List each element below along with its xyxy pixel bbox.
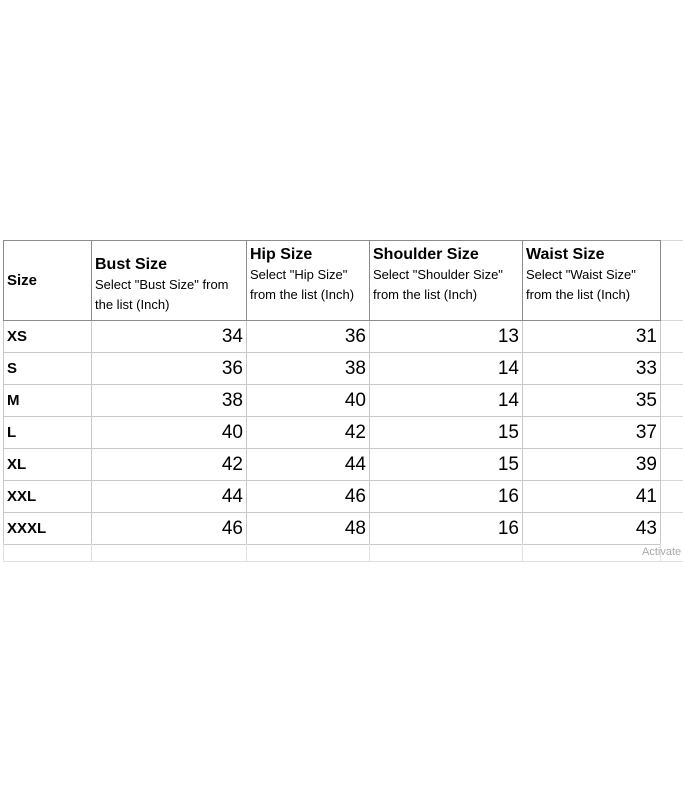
waist-cell[interactable]: 33 xyxy=(523,353,661,385)
empty-cell[interactable] xyxy=(661,241,683,321)
waist-cell[interactable]: 41 xyxy=(523,481,661,513)
adjacent-empty-column xyxy=(661,240,683,546)
table-row xyxy=(4,449,661,481)
bust-cell[interactable]: 44 xyxy=(92,481,247,513)
waist-cell[interactable]: 39 xyxy=(523,449,661,481)
bust-cell[interactable]: 40 xyxy=(92,417,247,449)
shoulder-cell[interactable]: 16 xyxy=(370,481,523,513)
header-waist-title: Waist Size xyxy=(526,246,605,263)
table-row xyxy=(4,417,661,449)
bust-cell[interactable]: 34 xyxy=(92,321,247,353)
empty-cell[interactable] xyxy=(661,353,683,385)
header-shoulder-title: Shoulder Size xyxy=(373,246,479,263)
table-row xyxy=(4,353,661,385)
table-row xyxy=(4,481,661,513)
size-cell[interactable]: L xyxy=(4,417,92,449)
hip-cell[interactable]: 48 xyxy=(247,513,370,545)
header-cell-bust[interactable] xyxy=(92,241,247,321)
header-cell-waist[interactable] xyxy=(523,241,661,321)
bust-cell[interactable]: 42 xyxy=(92,449,247,481)
spreadsheet-area xyxy=(0,240,683,570)
activate-watermark: Activate xyxy=(642,546,682,558)
header-shoulder-desc: Select "Shoulder Size" from the list (Inch) xyxy=(373,267,503,302)
hip-cell[interactable]: 46 xyxy=(247,481,370,513)
empty-cell[interactable] xyxy=(661,385,683,417)
waist-cell[interactable]: 37 xyxy=(523,417,661,449)
header-waist-desc: Select "Waist Size" from the list (Inch) xyxy=(526,267,636,302)
header-cell-size[interactable] xyxy=(4,241,92,321)
header-hip-desc: Select "Hip Size" from the list (Inch) xyxy=(250,267,355,302)
header-bust-desc: Select "Bust Size" from the list (Inch) xyxy=(95,277,229,312)
hip-cell[interactable]: 40 xyxy=(247,385,370,417)
shoulder-cell[interactable]: 16 xyxy=(370,513,523,545)
shoulder-cell[interactable]: 14 xyxy=(370,353,523,385)
empty-cell[interactable] xyxy=(661,417,683,449)
size-cell[interactable]: XXL xyxy=(4,481,92,513)
bust-cell[interactable]: 38 xyxy=(92,385,247,417)
bust-cell[interactable]: 46 xyxy=(92,513,247,545)
hip-cell[interactable]: 38 xyxy=(247,353,370,385)
waist-cell[interactable]: 31 xyxy=(523,321,661,353)
size-cell[interactable]: M xyxy=(4,385,92,417)
size-cell[interactable]: XL xyxy=(4,449,92,481)
shoulder-cell[interactable]: 15 xyxy=(370,417,523,449)
empty-cell[interactable] xyxy=(661,449,683,481)
shoulder-cell[interactable]: 13 xyxy=(370,321,523,353)
waist-cell[interactable]: 43 xyxy=(523,513,661,545)
table-row xyxy=(4,385,661,417)
header-hip-title: Hip Size xyxy=(250,246,313,263)
empty-cell[interactable] xyxy=(661,481,683,513)
waist-cell[interactable]: 35 xyxy=(523,385,661,417)
size-chart-table xyxy=(3,240,661,545)
hip-cell[interactable]: 42 xyxy=(247,417,370,449)
empty-cell[interactable] xyxy=(661,321,683,353)
header-bust-title: Bust Size xyxy=(95,256,168,273)
header-row xyxy=(4,241,661,321)
hip-cell[interactable]: 36 xyxy=(247,321,370,353)
table-row xyxy=(4,513,661,545)
header-size-label: Size xyxy=(7,272,38,289)
hip-cell[interactable]: 44 xyxy=(247,449,370,481)
header-cell-shoulder[interactable] xyxy=(370,241,523,321)
size-cell[interactable]: S xyxy=(4,353,92,385)
bust-cell[interactable]: 36 xyxy=(92,353,247,385)
empty-row-below xyxy=(3,543,683,562)
header-cell-hip[interactable] xyxy=(247,241,370,321)
table-row xyxy=(4,321,661,353)
size-cell[interactable]: XXXL xyxy=(4,513,92,545)
shoulder-cell[interactable]: 14 xyxy=(370,385,523,417)
shoulder-cell[interactable]: 15 xyxy=(370,449,523,481)
size-cell[interactable]: XS xyxy=(4,321,92,353)
